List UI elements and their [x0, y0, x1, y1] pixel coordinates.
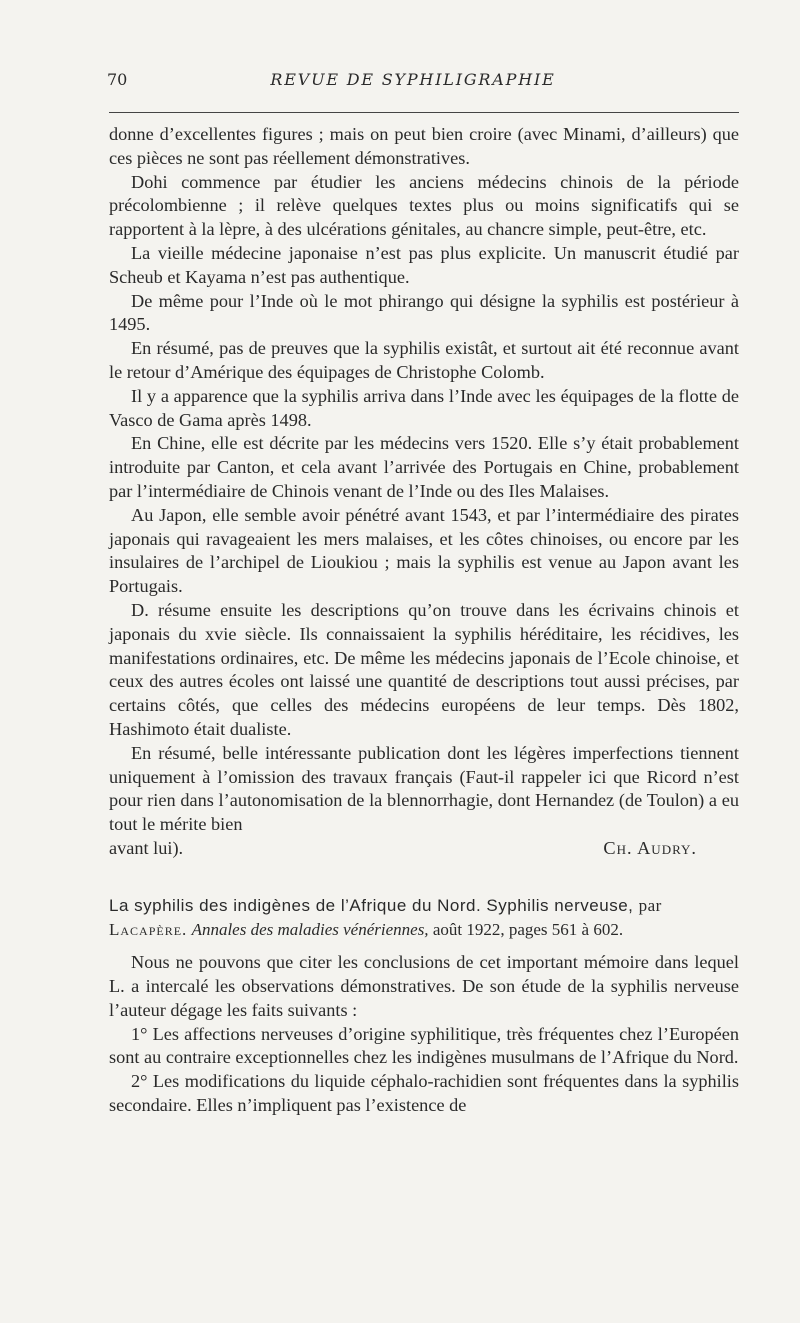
paragraph: donne d’excellentes figures ; mais on peut bien croire (avec Minami, d’ailleurs) que ces pièces ne sont pas réellement démonstratives.: [109, 124, 739, 168]
page-header: [109, 70, 739, 98]
by-word: par: [638, 895, 662, 915]
paragraph: En résumé, belle intéressante publication dont les légères imperfections tiennent uniquement à l’omission des travaux français (Faut-il rappeler ici que Ricord n’est pour rien dans l’autonomisation de la blennorrhagie, dont Hernandez (de Toulon) a eu tout le mérite bien: [109, 742, 739, 835]
paragraph: 1° Les affections nerveuses d’origine syphilitique, très fréquentes chez l’Européen sont au contraire exceptionnelles chez les indigènes musulmans de l’Afrique du Nord.: [109, 1023, 739, 1068]
citation: [109, 918, 739, 942]
page: [109, 70, 739, 1118]
paragraph: Au Japon, elle semble avoir pénétré avant 1543, et par l’intermédiaire des pirates japonais qui ravageaient les mers malaises, et les côtes chinoises, ou encore par les insulaires de l’archipel de Lioukiou ; mais la syphilis est venue au Japon avant les Portugais.: [109, 504, 739, 597]
citation-details: août 1922, pages 561 à 602.: [432, 919, 624, 939]
article-heading: [109, 894, 739, 918]
author-signature: Ch. Audry.: [603, 837, 697, 858]
paragraph-end: avant lui).: [109, 837, 184, 858]
citation-journal: Annales des maladies vénériennes,: [191, 919, 429, 939]
review-2: [109, 951, 739, 1118]
paragraph: Nous ne pouvons que citer les conclusions de cet important mémoire dans lequel L. a intercalé les observations démonstratives. De son étude de la syphilis nerveuse l’auteur dégage les faits suivants :: [109, 952, 739, 1020]
signature-line: [109, 837, 739, 861]
review-1: [109, 123, 739, 861]
paragraph: Dohi commence par étudier les anciens médecins chinois de la période précolombienne ; il relève quelques textes plus ou moins significatifs qui se rapportent à la lèpre, à des ulcérations génitales, au chancre simple, peut-être, etc.: [109, 171, 739, 240]
paragraph: En Chine, elle est décrite par les médecins vers 1520. Elle s’y était probablement introduite par Canton, et cela avant l’arrivée des Portugais en Chine, probablement par l’intermédiaire de Chinois venant de l’Inde ou des Iles Malaises.: [109, 433, 739, 501]
citation-author: Lacapère.: [109, 919, 188, 939]
paragraph: D. résume ensuite les descriptions qu’on trouve dans les écrivains chinois et japonais du xvie siècle. Ils connaissaient la syphilis héréditaire, les récidives, les manifestations ordinaires, etc. De même les médecins japonais de l’Ecole chinoise, et ceux des autres écoles ont laissé une quantité de descriptions tout aussi précises, par certains côtés, que celles des médecins européens de leur temps. Dès 1802, Hashimoto était dualiste.: [109, 599, 739, 739]
paragraph: 2° Les modifications du liquide céphalo-rachidien sont fréquentes dans la syphilis secondaire. Elles n’impliquent pas l’existence de: [109, 1071, 739, 1116]
article-title: La syphilis des indigènes de l’Afrique du Nord. Syphilis nerveuse,: [109, 895, 634, 915]
page-number: 70: [107, 70, 128, 89]
paragraph: En résumé, pas de preuves que la syphilis existât, et surtout ait été reconnue avant le retour d’Amérique des équipages de Christophe Colomb.: [109, 338, 739, 382]
paragraph: Il y a apparence que la syphilis arriva dans l’Inde avec les équipages de la flotte de Vasco de Gama après 1498.: [109, 385, 739, 430]
paragraph: De même pour l’Inde où le mot phirango qui désigne la syphilis est postérieur à 1495.: [109, 290, 739, 335]
header-rule: [109, 112, 739, 113]
paragraph: La vieille médecine japonaise n’est pas plus explicite. Un manuscrit étudié par Scheub et Kayama n’est pas authentique.: [109, 242, 739, 287]
running-title: REVUE DE SYPHILIGRAPHIE: [270, 70, 556, 89]
